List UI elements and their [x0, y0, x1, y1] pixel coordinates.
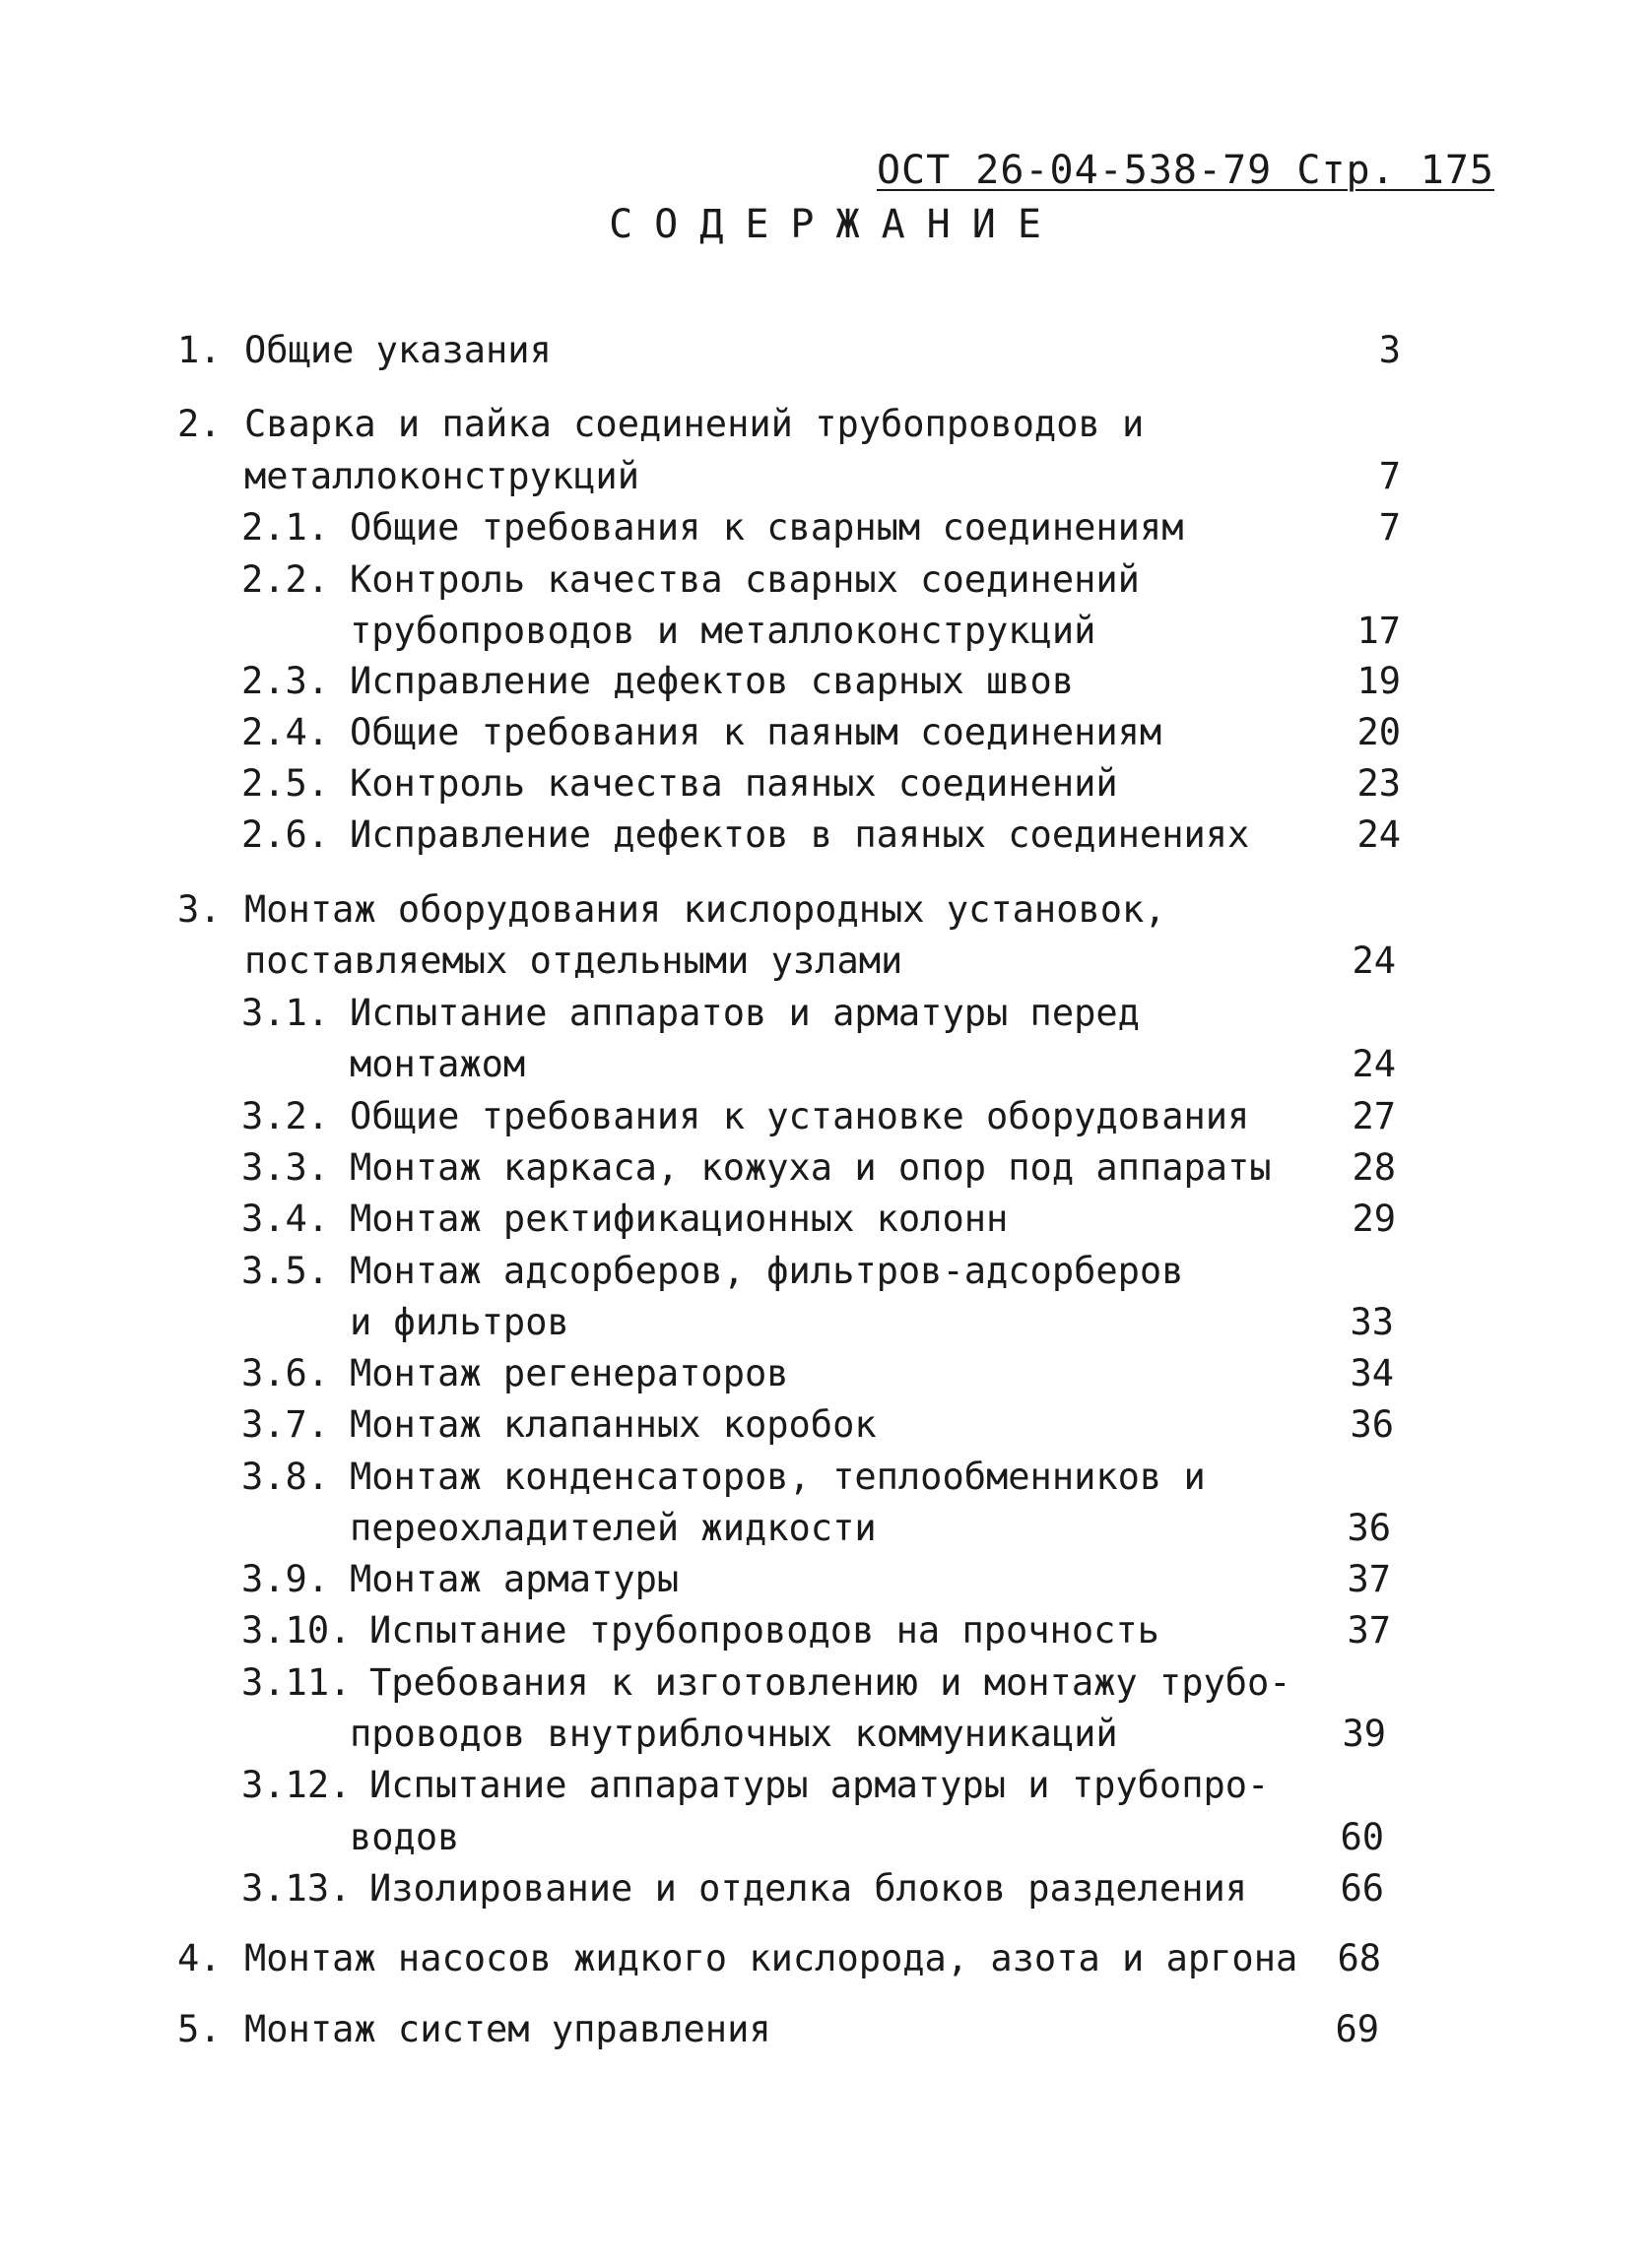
toc-entry-page: 33 [1350, 1301, 1394, 1343]
toc-entry [0, 1091, 1652, 1142]
toc-entry-title: Монтаж оборудования кислородных установок, [244, 888, 1166, 931]
page-title: СОДЕРЖАНИЕ [609, 202, 1063, 247]
toc-entry-page: 24 [1356, 813, 1401, 856]
toc-entry-number: 3.9. [241, 1558, 330, 1600]
toc-entry-number: 2.5. [241, 762, 330, 805]
toc-entry-number: 2.4. [241, 711, 330, 753]
toc-entry-title: Исправление дефектов в паяных соединениях [350, 813, 1250, 856]
toc-entry-number: 2.6. [241, 813, 330, 856]
toc-entry [0, 758, 1652, 810]
toc-entry-number: 2.1. [241, 506, 330, 549]
toc-entry [0, 1399, 1652, 1451]
toc-entry-number: 3.12. [241, 1764, 352, 1806]
toc-entry-page: 68 [1337, 1937, 1381, 1979]
toc-entry-page: 60 [1340, 1816, 1384, 1858]
toc-entry [0, 502, 1652, 553]
toc-entry [0, 1503, 1652, 1554]
toc-entry [0, 656, 1652, 707]
toc-entry [0, 399, 1652, 450]
toc-entry-number: 3.5. [241, 1250, 330, 1292]
toc-entry [0, 1297, 1652, 1348]
toc-entry-title: Контроль качества сварных соединений [350, 558, 1140, 601]
toc-entry-page: 24 [1352, 1043, 1396, 1085]
toc-entry-title: и фильтров [350, 1301, 569, 1343]
toc-entry-number: 1. [177, 329, 222, 371]
toc-entry [0, 1039, 1652, 1090]
toc-entry-page: 37 [1347, 1609, 1391, 1652]
toc-entry-number: 3.4. [241, 1198, 330, 1240]
toc-entry-number: 3.1. [241, 992, 330, 1034]
toc-entry-title: Испытание аппаратуры арматуры и трубопро- [369, 1764, 1270, 1806]
toc-entry-page: 23 [1356, 762, 1401, 805]
toc-entry-number: 4. [177, 1937, 222, 1979]
toc-entry-title: Контроль качества паяных соединений [350, 762, 1118, 805]
toc-entry [0, 554, 1652, 606]
document-reference: ОСТ 26-04-538-79 Стр. 175 [876, 148, 1494, 193]
toc-entry [0, 1605, 1652, 1656]
toc-entry-title: Общие указания [244, 329, 552, 371]
toc-entry-title: переохладителей жидкости [350, 1507, 877, 1549]
toc-entry-number: 3.6. [241, 1352, 330, 1394]
toc-entry-page: 34 [1350, 1352, 1394, 1394]
toc-entry-title: монтажом [350, 1043, 526, 1085]
toc-entry [0, 325, 1652, 376]
toc-entry [0, 1657, 1652, 1709]
toc-entry-page: 37 [1347, 1558, 1391, 1600]
toc-entry-title: Общие требования к паяным соединениям [350, 711, 1162, 753]
toc-entry-page: 29 [1352, 1198, 1396, 1240]
toc-entry [0, 810, 1652, 861]
toc-entry-page: 39 [1342, 1713, 1386, 1755]
toc-entry [0, 1554, 1652, 1605]
toc-entry [0, 2004, 1652, 2055]
toc-entry-title: Сварка и пайка соединений трубопроводов и [244, 403, 1145, 445]
toc-entry-number: 2.2. [241, 558, 330, 601]
toc-entry-number: 5. [177, 2008, 222, 2050]
toc-entry-title: Монтаж каркаса, кожуха и опор под аппараты [350, 1146, 1272, 1189]
toc-entry-title: водов [350, 1816, 460, 1858]
toc-entry-number: 3.10. [241, 1609, 352, 1652]
toc-entry-number: 3.11. [241, 1661, 352, 1704]
toc-entry-title: Монтаж арматуры [350, 1558, 680, 1600]
toc-entry-title: Изолирование и отделка блоков разделения [369, 1867, 1248, 1910]
toc-entry-page: 36 [1347, 1507, 1391, 1549]
toc-entry-page: 24 [1352, 940, 1396, 982]
toc-entry [0, 606, 1652, 657]
toc-entry-title: Монтаж адсорберов, фильтров-адсорберов [350, 1250, 1184, 1292]
toc-entry-title: Монтаж насосов жидкого кислорода, азота и аргона [244, 1937, 1298, 1979]
toc-entry-page: 19 [1356, 660, 1401, 702]
toc-entry-number: 3. [177, 888, 222, 931]
toc-entry [0, 451, 1652, 502]
toc-entry [0, 1863, 1652, 1914]
toc-entry-title: Требования к изготовлению и монтажу трубо- [369, 1661, 1291, 1704]
toc-entry-page: 28 [1352, 1146, 1396, 1189]
toc-entry-number: 3.7. [241, 1403, 330, 1446]
toc-entry-page: 66 [1340, 1867, 1384, 1910]
toc-entry [0, 1760, 1652, 1811]
toc-entry-number: 3.13. [241, 1867, 352, 1910]
toc-entry-page: 7 [1378, 455, 1401, 497]
toc-entry-page: 7 [1378, 506, 1401, 549]
toc-entry-page: 69 [1335, 2008, 1379, 2050]
toc-entry [0, 884, 1652, 936]
toc-entry-title: Исправление дефектов сварных швов [350, 660, 1075, 702]
toc-entry [0, 1194, 1652, 1245]
toc-entry [0, 936, 1652, 987]
toc-entry-title: трубопроводов и металлоконструкций [350, 610, 1096, 652]
toc-entry-title: металлоконструкций [244, 455, 639, 497]
toc-entry-number: 2.3. [241, 660, 330, 702]
toc-entry-title: Испытание трубопроводов на прочность [369, 1609, 1159, 1652]
toc-entry-page: 3 [1378, 329, 1401, 371]
toc-entry-title: Монтаж систем управления [244, 2008, 771, 2050]
toc-entry-number: 3.2. [241, 1095, 330, 1137]
toc-entry-title: Общие требования к сварным соединениям [350, 506, 1184, 549]
toc-entry [0, 1348, 1652, 1399]
toc-entry-title: Монтаж клапанных коробок [350, 1403, 877, 1446]
toc-entry [0, 1452, 1652, 1503]
toc-entry-title: Монтаж ректификационных колонн [350, 1198, 1009, 1240]
toc-entry-number: 3.3. [241, 1146, 330, 1189]
toc-entry [0, 1709, 1652, 1760]
toc-entry-title: Монтаж регенераторов [350, 1352, 789, 1394]
toc-entry [0, 1812, 1652, 1863]
toc-entry [0, 1142, 1652, 1194]
toc-entry [0, 1933, 1652, 1984]
toc-entry-title: Монтаж конденсаторов, теплообменников и [350, 1456, 1206, 1498]
toc-entry-number: 2. [177, 403, 222, 445]
toc-entry-title: проводов внутриблочных коммуникаций [350, 1713, 1118, 1755]
toc-entry-page: 17 [1356, 610, 1401, 652]
toc-entry [0, 988, 1652, 1039]
toc-entry-number: 3.8. [241, 1456, 330, 1498]
toc-entry-title: поставляемых отдельными узлами [244, 940, 903, 982]
toc-entry-page: 36 [1350, 1403, 1394, 1446]
toc-entry-title: Общие требования к установке оборудования [350, 1095, 1250, 1137]
toc-entry-title: Испытание аппаратов и арматуры перед [350, 992, 1140, 1034]
toc-entry [0, 707, 1652, 758]
toc-entry-page: 20 [1356, 711, 1401, 753]
toc-entry-page: 27 [1352, 1095, 1396, 1137]
toc-entry [0, 1246, 1652, 1297]
